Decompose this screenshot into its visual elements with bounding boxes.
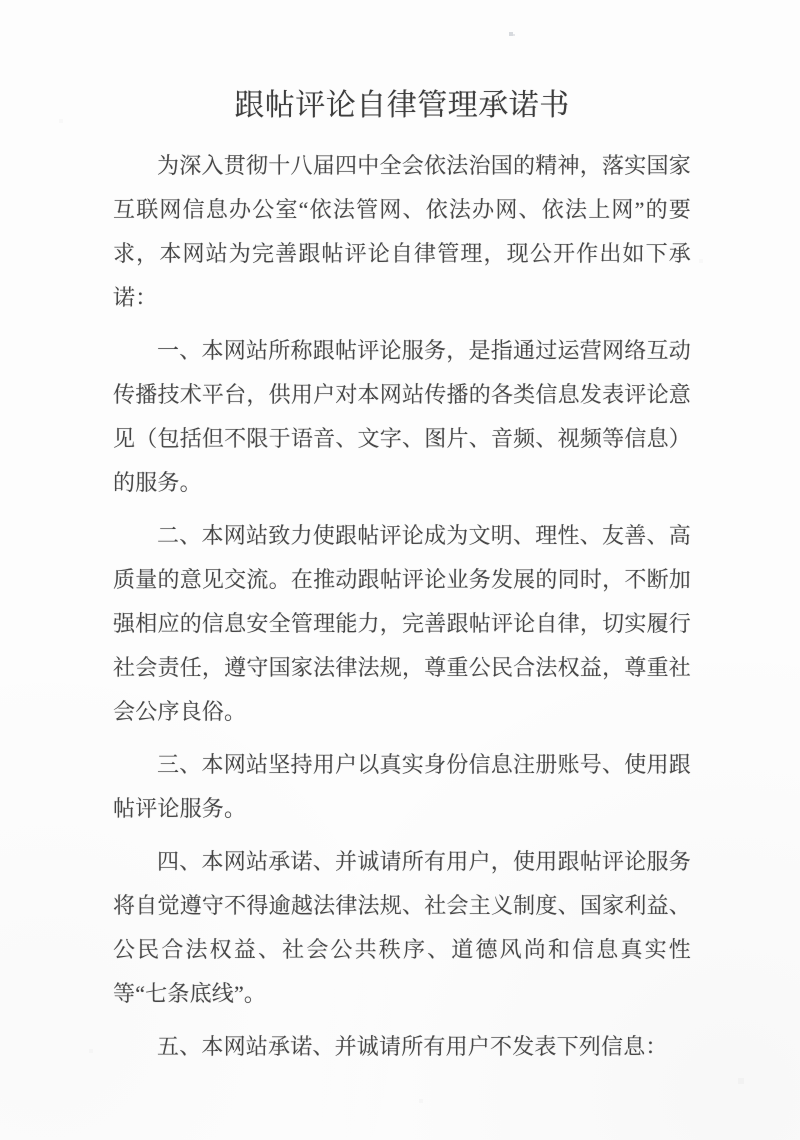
clause-1-paragraph: 一、本网站所称跟帖评论服务，是指通过运营网络互动传播技术平台，供用户对本网站传播的各类信息发表评论意见（包括但不限于语音、文字、图片、音频、视频等信息）的服务。	[113, 338, 691, 495]
document-title: 跟帖评论自律管理承诺书	[234, 89, 570, 122]
intro-paragraph: 为深入贯彻十八届四中全会依法治国的精神，落实国家互联网信息办公室“依法管网、依法办网、依法上网”的要求，本网站为完善跟帖评论自律管理，现公开作出如下承诺：	[113, 153, 691, 310]
scan-noise-speckles	[0, 0, 2, 2]
clause-2-paragraph: 二、本网站致力使跟帖评论成为文明、理性、友善、高质量的意见交流。在推动跟帖评论业务发展的同时，不断加强相应的信息安全管理能力，完善跟帖评论自律，切实履行社会责任，遵守国家法律法规，尊重公民合法权益，尊重社会公序良俗。	[113, 523, 691, 724]
clause-4-paragraph: 四、本网站承诺、并诚请所有用户，使用跟帖评论服务将自觉遵守不得逾越法律法规、社会主义制度、国家利益、公民合法权益、社会公共秩序、道德风尚和信息真实性等“七条底线”。	[113, 849, 691, 1006]
document-content	[113, 0, 691, 1078]
clause-5-paragraph: 五、本网站承诺、并诚请所有用户不发表下列信息：	[157, 1034, 668, 1059]
clause-3-paragraph: 三、本网站坚持用户以真实身份信息注册账号、使用跟帖评论服务。	[113, 752, 691, 821]
